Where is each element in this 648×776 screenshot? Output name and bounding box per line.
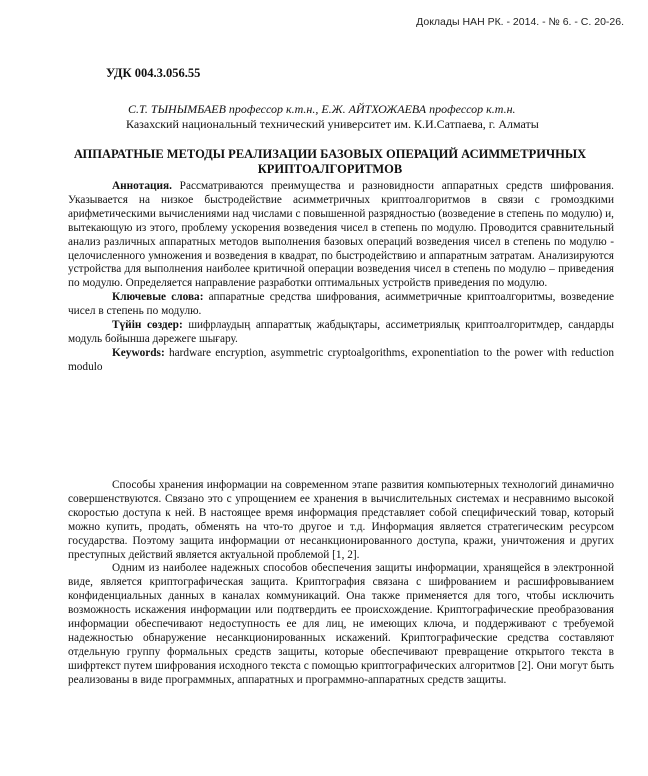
keywords-ru (68, 291, 614, 319)
keywords-en-label: Keywords: (112, 346, 165, 359)
keywords-ru-text: аппаратные средства шифрования, асимметричные криптоалгоритмы, возведение чисел в степень по модулю. (68, 291, 615, 318)
keywords-kz-text: шифрлаудың аппараттық жабдықтары, ассиметриялық криптоалгоритмдер, сандарды модуль бойынша дәрежеге шығару. (68, 319, 615, 345)
udc-code: УДК 004.3.056.55 (106, 66, 201, 80)
authors-line: С.Т. ТЫНЫМБАЕВ профессор к.т.н., Е.Ж. АЙТХОЖАЕВА профессор к.т.н. (128, 102, 516, 116)
abstract-paragraph (68, 180, 614, 291)
body-paragraph-1: Способы хранения информации на современном этапе развития компьютерных технологий динамично совершенствуются. Связано это с упрощением ее хранения в вычислительных системах и несравнимо высокой скоростью доступа к ней. В настоящее время информация представляет собой специфический товар, который можно купить, продать, обменять на что-то другое и т.д. Информация является стратегическим ресурсом государства. Поэтому защита информации от несанкционированного доступа, кражи, уничтожения и других преступных действий является актуальной проблемой [1, 2]. (68, 479, 614, 561)
keywords-ru-label: Ключевые слова: (112, 291, 204, 304)
keywords-en (68, 347, 614, 375)
main-body (68, 479, 614, 688)
keywords-kz (68, 319, 614, 347)
affiliation-line: Казахский национальный технический университет им. К.И.Сатпаева, г. Алматы (126, 117, 539, 131)
journal-reference: Доклады НАН РК. - 2014. - № 6. - С. 20-26. (416, 16, 624, 28)
article-title: АППАРАТНЫЕ МЕТОДЫ РЕАЛИЗАЦИИ БАЗОВЫХ ОПЕРАЦИЙ АСИММЕТРИЧНЫХ КРИПТОАЛГОРИТМОВ (73, 147, 587, 176)
body-paragraph-2: Одним из наиболее надежных способов обеспечения защиты информации, хранящейся в электронной виде, является криптографическая защита. Криптография связана с шифрованием и расшифровыванием конфиденциальных данных в каналах коммуникаций. Она также применяется для того, чтобы исключить возможность искажения информации или подтвердить ее происхождение. Криптографические преобразования информации обеспечивают недоступность ее для лиц, не имеющих ключа, и поддерживают с требуемой надежностью обнаружение несанкционированных искажений. Криптографические средства составляют отдельную группу формальных средств защиты, которые обеспечивают превращение открытого текста в шифртекст путем шифрования исходного текста с помощью криптографических алгоритмов [2]. Они могут быть реализованы в виде программных, аппаратных и программно-аппаратных средств защиты. (68, 562, 614, 686)
keywords-kz-label: Түйін сөздер: (112, 319, 183, 332)
abstract-text: Рассматриваются преимущества и разновидности аппаратных средств шифрования. Указывается на низкое быстродействие асимметричных криптоалгоритмов в связи с громоздкими арифметическими вычислениями над числами с повышенной разрядностью (возведение в степень по модулю) и, вытекающую из этого, проблему ускорения возведения чисел в степень по модулю. Проводится сравнительный анализ различных аппаратных методов выполнения базовых операций возведения чисел в степень по модулю - целочисленного умножения и возведения в квадрат, по быстродействию и аппаратным затратам. Анализируются устройства для выполнения наиболее критичной операции возведения чисел в степень по модулю – приведения по модулю. Определяется направление разработки оптимальных устройств приведения по модулю. (68, 180, 614, 290)
keywords-en-text: hardware encryption, asymmetric cryptoalgorithms, exponentiation to the power with reduction modulo (68, 346, 614, 373)
abstract-label: Аннотация. (112, 180, 172, 192)
abstract-section (68, 180, 614, 375)
